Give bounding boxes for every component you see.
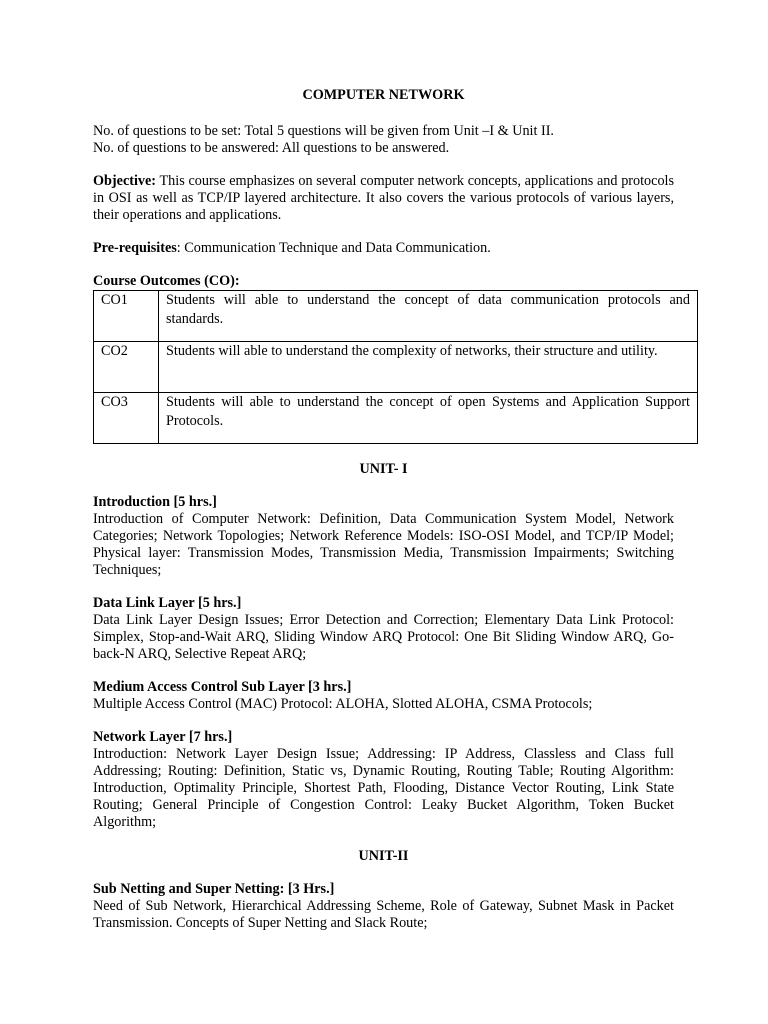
co-code: CO3 — [94, 393, 159, 444]
section-heading: Medium Access Control Sub Layer [3 hrs.] — [93, 679, 352, 695]
unit-1-title: UNIT- I — [359, 461, 408, 477]
course-outcomes-table — [93, 290, 698, 444]
prerequisites-text: : Communication Technique and Data Communication. — [176, 240, 491, 256]
course-outcomes-heading: Course Outcomes (CO): — [93, 273, 240, 289]
co-description: Students will able to understand the complexity of networks, their structure and utility. — [159, 342, 698, 393]
objective-paragraph — [93, 173, 674, 224]
section-heading: Network Layer [7 hrs.] — [93, 729, 233, 745]
section-heading: Introduction [5 hrs.] — [93, 494, 217, 510]
co-description: Students will able to understand the concept of data communication protocols and standards. — [159, 291, 698, 342]
objective-label: Objective: — [93, 173, 157, 189]
document-title: COMPUTER NETWORK — [302, 87, 465, 103]
table-row — [94, 393, 698, 444]
section-heading: Data Link Layer [5 hrs.] — [93, 595, 242, 611]
objective-text: This course emphasizes on several computer network concepts, applications and protocols in OSI as well as TCP/IP layered architecture. It also covers the various protocols of various layers, their operations and applications. — [93, 173, 674, 223]
prerequisites-label: Pre-requisites — [93, 240, 177, 256]
co-description: Students will able to understand the concept of open Systems and Application Support Protocols. — [159, 393, 698, 444]
section-heading: Sub Netting and Super Netting: [3 Hrs.] — [93, 881, 335, 897]
section-body: Multiple Access Control (MAC) Protocol: ALOHA, Slotted ALOHA, CSMA Protocols; — [93, 696, 593, 712]
questions-set-line: No. of questions to be set: Total 5 questions will be given from Unit –I & Unit II. — [93, 123, 554, 139]
table-row — [94, 342, 698, 393]
unit-2-title: UNIT-II — [358, 848, 409, 864]
table-row — [94, 291, 698, 342]
questions-answered-line: No. of questions to be answered: All questions to be answered. — [93, 140, 450, 156]
section-body: Introduction of Computer Network: Definition, Data Communication System Model, Network Categories; Network Topologies; Network Reference Models: ISO-OSI Model, and TCP/IP Model; Physical layer: Transmission Modes, Transmission Media, Transmission Impairments; Switching Techniques; — [93, 511, 674, 578]
section-body: Introduction: Network Layer Design Issue; Addressing: IP Address, Classless and Class full Addressing; Routing: Definition, Static vs, Dynamic Routing, Routing Table; Routing Algorithm: Introduction, Optimality Principle, Shortest Path, Flooding, Distance Vector Routing, Link State Routing; General Principle of Congestion Control: Leaky Bucket Algorithm, Token Bucket Algorithm; — [93, 746, 674, 830]
co-code: CO2 — [94, 342, 159, 393]
section-body: Need of Sub Network, Hierarchical Addressing Scheme, Role of Gateway, Subnet Mask in Packet Transmission. Concepts of Super Netting and Slack Route; — [93, 898, 674, 931]
section-body: Data Link Layer Design Issues; Error Detection and Correction; Elementary Data Link Protocol: Simplex, Stop-and-Wait ARQ, Sliding Window ARQ Protocol: One Bit Sliding Window ARQ, Go-back-N ARQ, Selective Repeat ARQ; — [93, 612, 674, 662]
prerequisites-paragraph — [93, 240, 674, 257]
co-code: CO1 — [94, 291, 159, 342]
document-page — [93, 87, 690, 932]
